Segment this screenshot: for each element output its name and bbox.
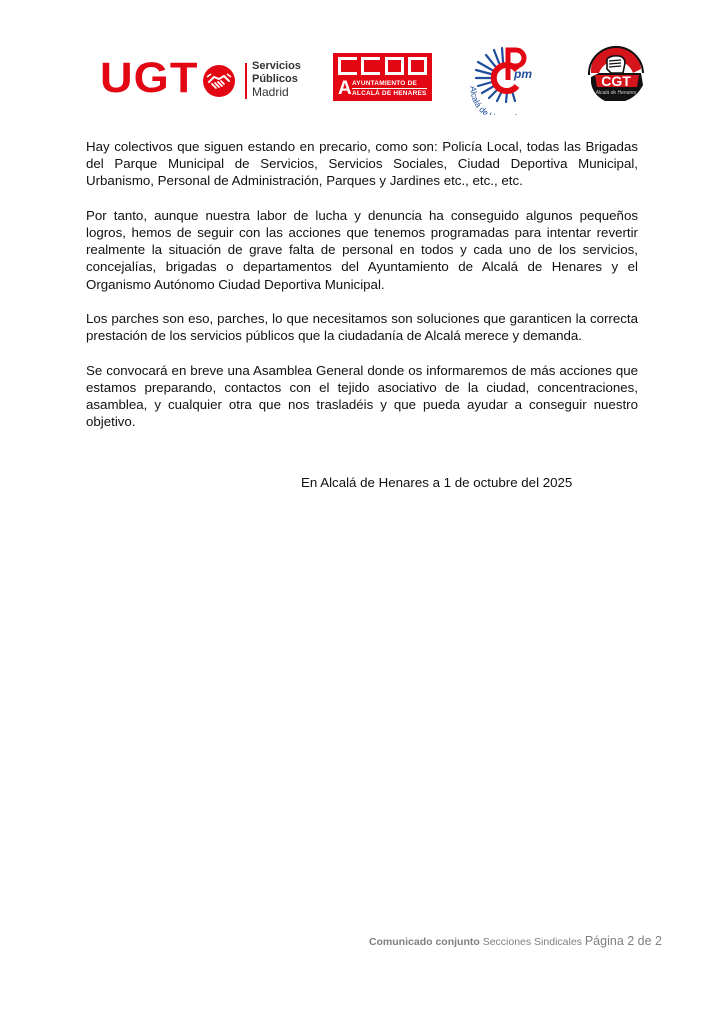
cppm-caption: Alcalá de xyxy=(468,85,491,115)
page-footer xyxy=(369,934,662,948)
handshake-icon xyxy=(203,65,235,97)
ccoo-rule xyxy=(352,88,427,89)
cppm-logo xyxy=(462,40,552,115)
cgt-wordmark: CGT xyxy=(601,73,631,89)
ccoo-wordmark xyxy=(338,57,427,77)
page-number: Página 2 de 2 xyxy=(584,934,662,948)
ccoo-letter-o xyxy=(408,57,427,75)
ugt-line-madrid: Madrid xyxy=(252,85,289,99)
place-date-signature: En Alcalá de Henares a 1 de octubre del 2025 xyxy=(301,475,573,490)
ccoo-letter-c xyxy=(361,57,380,75)
paragraph-general-assembly: Se convocará en breve una Asamblea General donde os informaremos de más acciones que estamos preparando, contactos con el tejido asociativo de la ciudad, concentraciones, asamblea, y cualquier otra que nos trasladéis y que pueda ayudar a conseguir nuestro objetivo. xyxy=(86,362,638,430)
paragraph-continue-actions: Por tanto, aunque nuestra labor de lucha y denuncia ha conseguido algunos pequeños logros, hemos de seguir con las acciones que tenemos programadas para intentar revertir realmente la situación de grave falta de personal en todos y cada uno de los servicios, concejalías, brigadas o departamentos del Ayuntamiento de Alcalá de Henares y el Organismo Autónomo Ciudad Deportiva Municipal. xyxy=(86,207,638,292)
footer-subtitle: Secciones Sindicales xyxy=(482,936,582,948)
cppm-pm-text: pm xyxy=(514,67,532,81)
cgt-logo xyxy=(585,43,647,105)
ugt-line-servicios: Servicios xyxy=(252,60,301,72)
ugt-logo xyxy=(100,55,310,105)
ccoo-logo xyxy=(333,53,432,101)
ugt-wordmark: UGT xyxy=(100,54,199,102)
cgt-caption: Alcalá de Henares xyxy=(595,90,637,96)
paragraph-patches: Los parches son eso, parches, lo que necesitamos son soluciones que garanticen la correcta prestación de los servicios públicos que la ciudadanía de Alcalá merece y demanda. xyxy=(86,311,638,344)
ccoo-letter-o xyxy=(385,57,404,75)
ugt-subtitle xyxy=(252,60,301,99)
footer-title: Comunicado conjunto xyxy=(368,936,480,948)
fist-icon xyxy=(607,56,625,73)
logo-divider xyxy=(245,63,247,99)
ccoo-line-ayuntamiento: AYUNTAMIENTO DE xyxy=(352,80,417,87)
paragraph-precarious-groups: Hay colectivos que siguen estando en precario, como son: Policía Local, todas las Brigadas del Parque Municipal de Servicios, Servicios Sociales, Ciudad Deportiva Municipal, Urbanismo, Personal de Administración, Parques y Jardines etc., etc., etc. xyxy=(86,139,638,189)
ccoo-a-mark: A xyxy=(338,78,352,99)
ugt-line-publicos: Públicos xyxy=(252,73,298,85)
ccoo-line-alcala: ALCALÁ DE HENARES xyxy=(352,90,427,97)
ccoo-letter-c xyxy=(338,57,357,75)
letter-body xyxy=(86,138,638,448)
letterhead xyxy=(0,0,724,125)
